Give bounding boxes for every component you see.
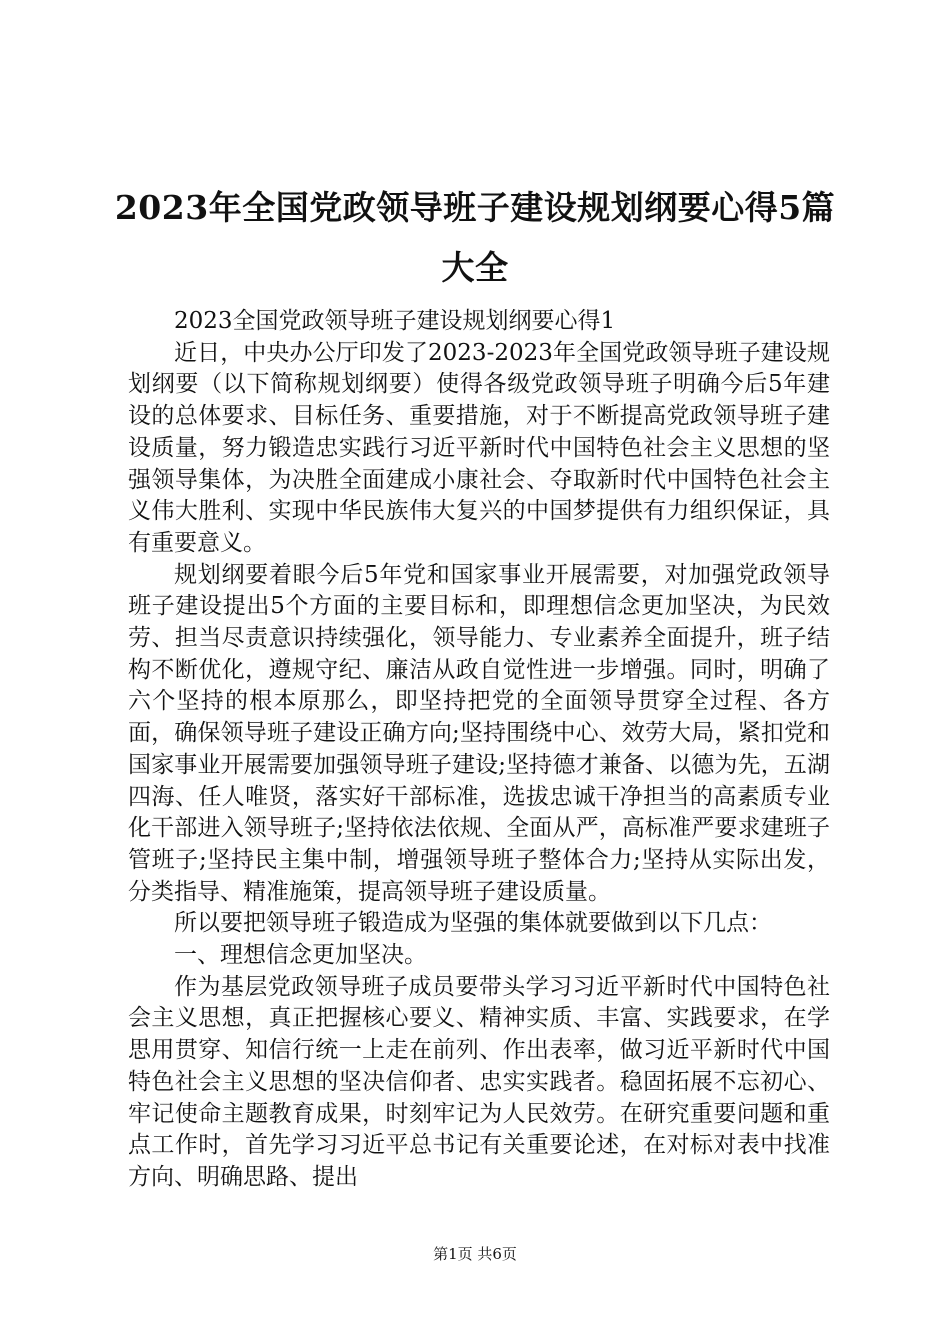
page-footer: 第1页 共6页: [433, 1245, 517, 1263]
paragraph: 作为基层党政领导班子成员要带头学习习近平新时代中国特色社会主义思想，真正把握核心要义、精神实质、丰富、实践要求，在学思用贯穿、知信行统一上走在前列、作出表率，做习近平新时代中国特色社会主义思想的坚决信仰者、忠实实践者。稳固拓展不忘初心、牢记使命主题教育成果，时刻牢记为人民效劳。在研究重要问题和重点工作时，首先学习习近平总书记有关重要论述，在对标对表中找准方向、明确思路、提出: [128, 973, 830, 1190]
section-heading: 一、理想信念更加坚决。: [174, 942, 427, 969]
document-body: [128, 306, 830, 1194]
paragraph: 所以要把领导班子锻造成为坚强的集体就要做到以下几点：: [174, 910, 772, 937]
document-title: 2023年全国党政领导班子建设规划纲要心得5篇大全: [114, 188, 836, 287]
paragraph: 规划纲要着眼今后5年党和国家事业开展需要，对加强党政领导班子建设提出5个方面的主要目标和，即理想信念更加坚决，为民效劳、担当尽责意识持续强化，领导能力、专业素养全面提升，班子结构不断优化，遵规守纪、廉洁从政自觉性进一步增强。同时，明确了六个坚持的根本原那么，即坚持把党的全面领导贯穿全过程、各方面，确保领导班子建设正确方向;坚持围绕中心、效劳大局，紧扣党和国家事业开展需要加强领导班子建设;坚持德才兼备、以德为先，五湖四海、任人唯贤，落实好干部标准，选拔忠诚干净担当的高素质专业化干部进入领导班子;坚持依法依规、全面从严，高标准严要求建班子管班子;坚持民主集中制，增强领导班子整体合力;坚持从实际出发，分类指导、精准施策，提高领导班子建设质量。: [128, 561, 830, 905]
subheading: 2023全国党政领导班子建设规划纲要心得1: [174, 308, 616, 334]
paragraph: 近日，中央办公厅印发了2023-2023年全国党政领导班子建设规划纲要（以下简称规划纲要）使得各级党政领导班子明确今后5年建设的总体要求、目标任务、重要措施，对于不断提高党政领导班子建设质量，努力锻造忠实践行习近平新时代中国特色社会主义思想的坚强领导集体，为决胜全面建成小康社会、夺取新时代中国特色社会主义伟大胜利、实现中华民族伟大复兴的中国梦提供有力组织保证，具有重要意义。: [128, 339, 830, 556]
